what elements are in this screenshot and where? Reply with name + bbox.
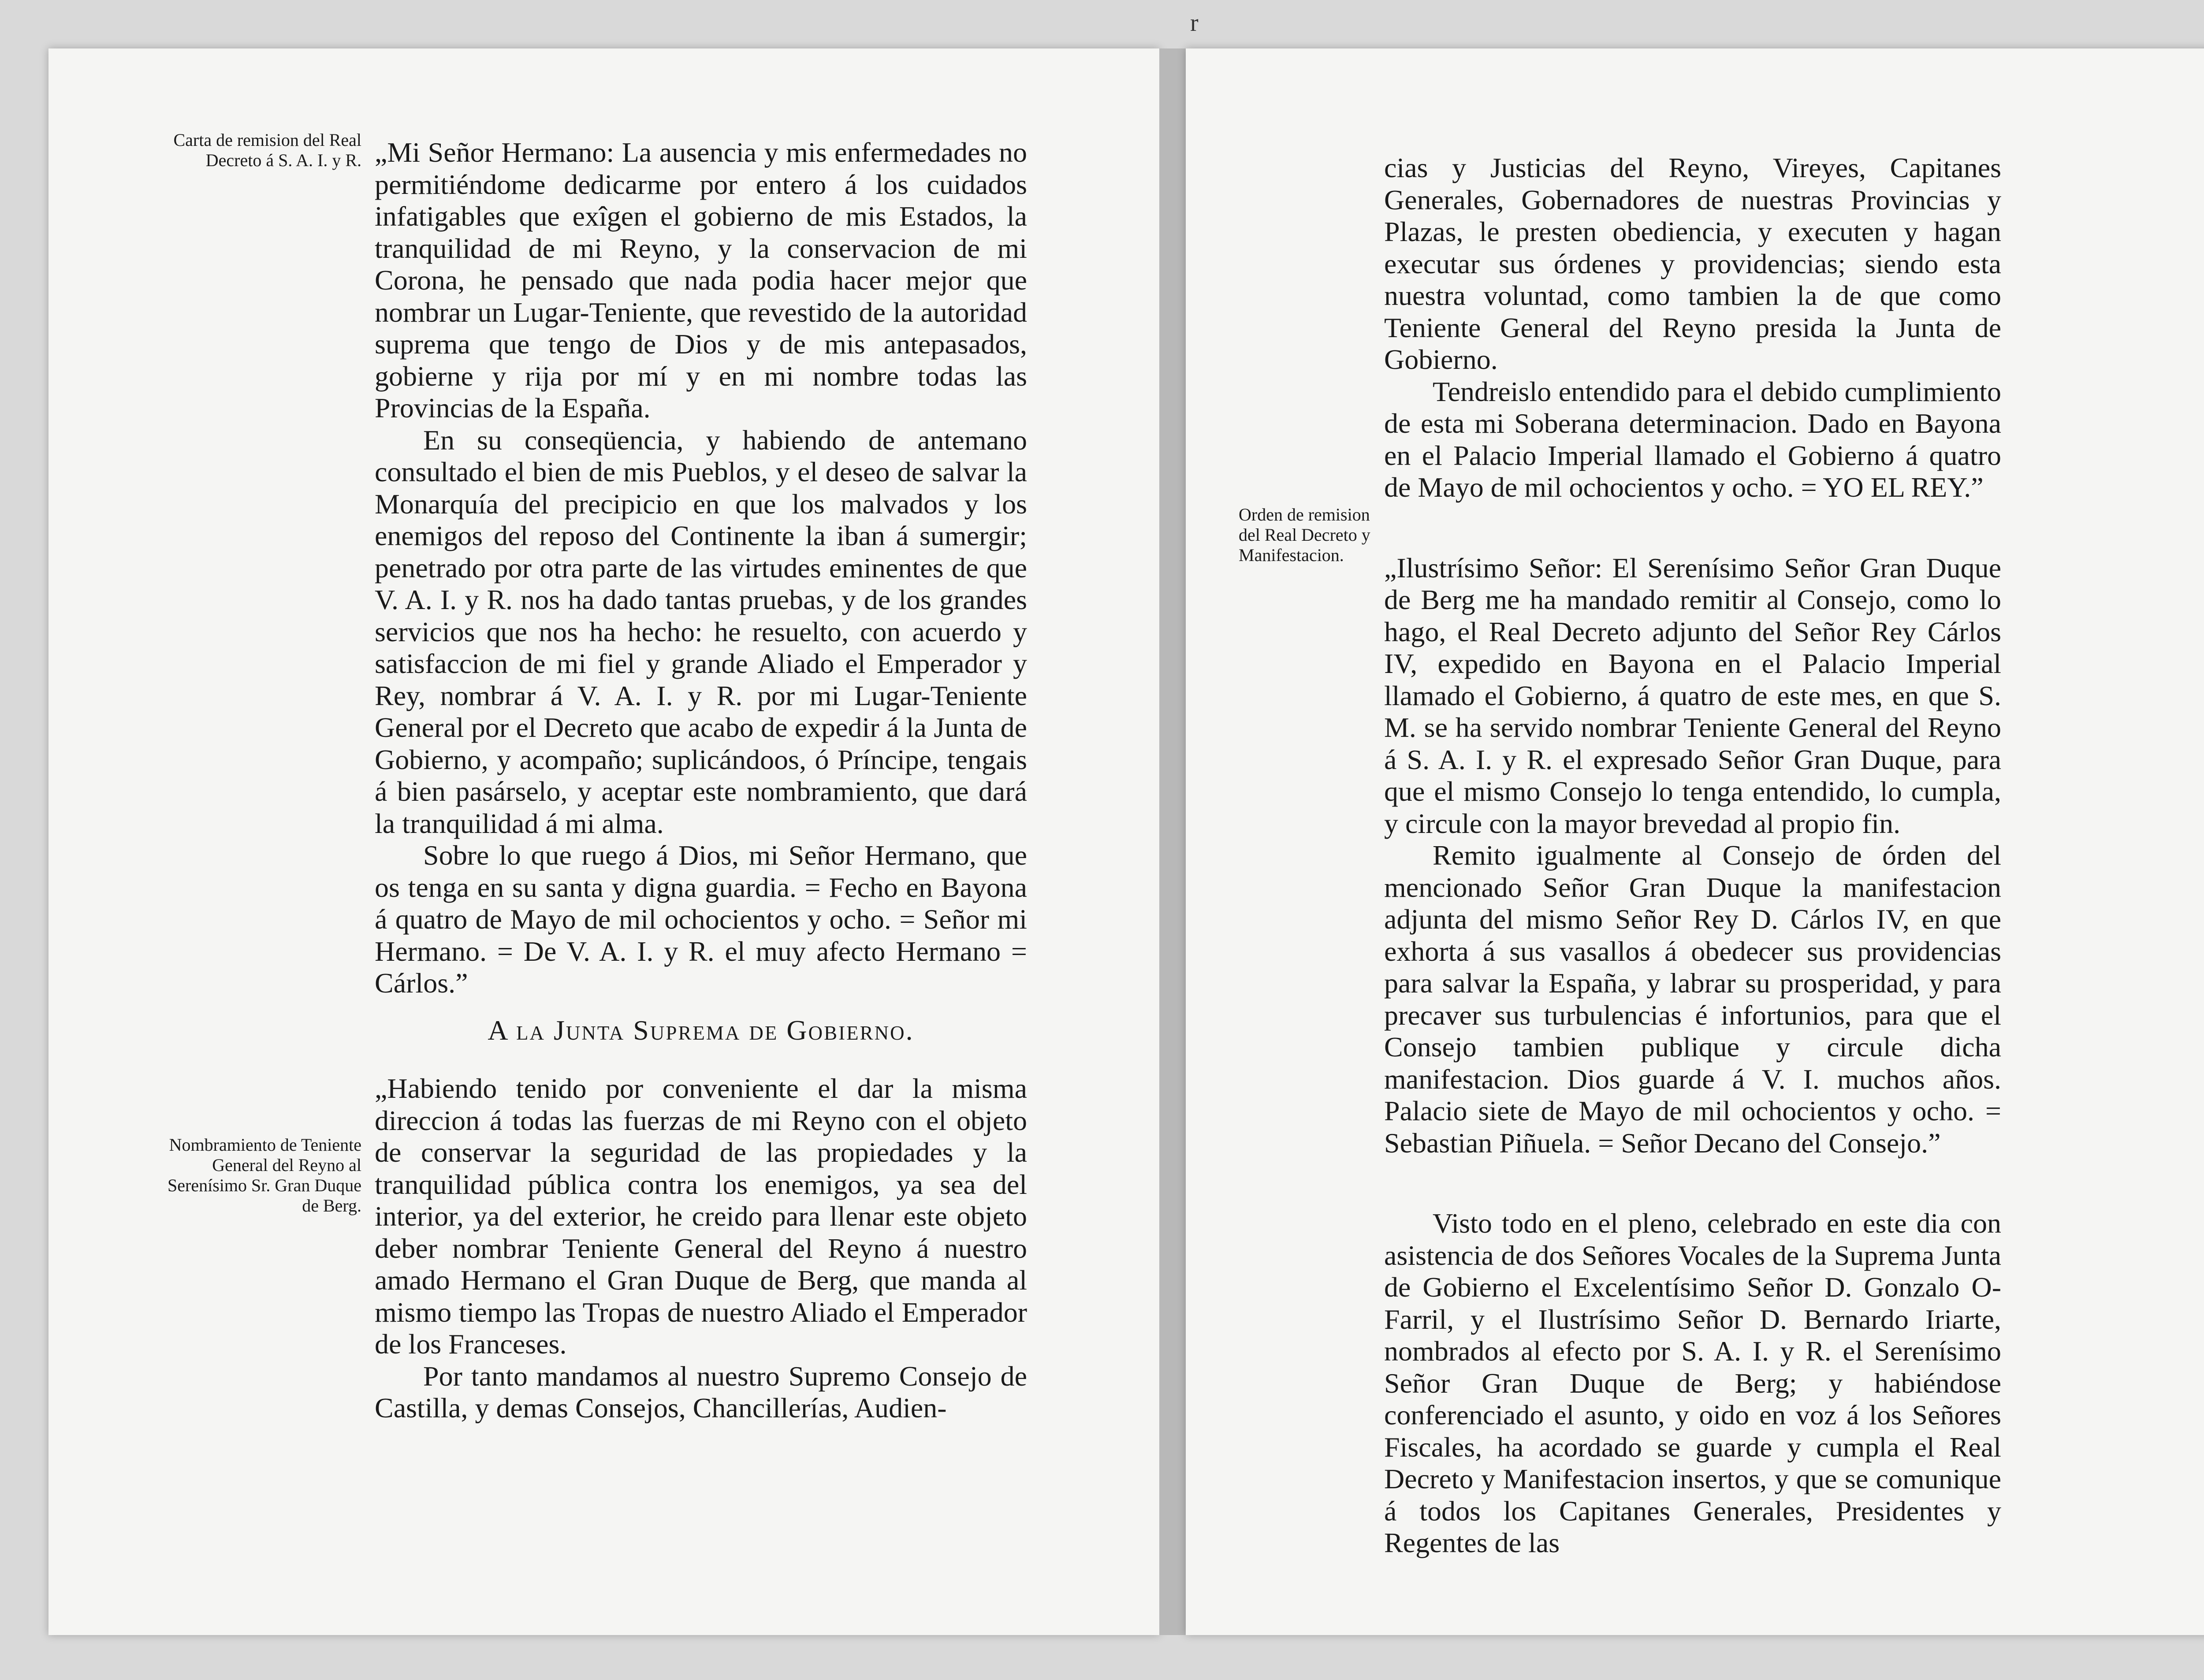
right-body-text	[1384, 152, 2001, 1559]
paragraph: „Habiendo tenido por conveniente el dar la misma direccion á todas las fuerzas de mi Reyno con el objeto de conservar la seguridad de las propiedades y la tranquilidad pública contra los enemigos, ya sea del interior, ya del exterior, he creido para llenar este objeto deber nombrar Teniente General del Reyno á nuestro amado Hermano el Gran Duque de Berg, que manda al mismo tiempo las Tropas de nuestro Aliado el Emperador de los Franceses.	[375, 1073, 1027, 1360]
right-page	[1186, 48, 2204, 1635]
margin-note-carta-remision: Carta de remision del Real Decreto á S. A. I. y R.	[173, 130, 361, 170]
left-page	[48, 48, 1159, 1635]
paragraph: Visto todo en el pleno, celebrado en este dia con asistencia de dos Señores Vocales de la Suprema Junta de Gobierno el Excelentísimo Señor D. Gonzalo O-Farril, y el Ilustrísimo Señor D. Bernardo Iriarte, nombrados al efecto por S. A. I. y R. el Serenísimo Señor Gran Duque de Berg; y habiéndose conferenciado el asunto, y oido en voz á los Señores Fiscales, ha acordado se guarde y cumpla el Real Decreto y Manifestacion insertos, y que se comunique á todos los Capitanes Generales, Presidentes y Regentes de las	[1384, 1208, 2001, 1558]
book-gutter	[1159, 48, 1186, 1635]
paragraph: Por tanto mandamos al nuestro Supremo Consejo de Castilla, y demas Consejos, Chancillerías, Audien-	[375, 1360, 1027, 1424]
paragraph: cias y Justicias del Reyno, Vireyes, Capitanes Generales, Gobernadores de nuestras Provincias y Plazas, le presten obediencia, y executen y hagan executar sus órdenes y providencias; siendo esta nuestra voluntad, como tambien la de que como Teniente General del Reyno presida la Junta de Gobierno.	[1384, 152, 2001, 375]
page-mark: r	[1190, 9, 1199, 37]
paragraph: Sobre lo que ruego á Dios, mi Señor Hermano, que os tenga en su santa y digna guardia. = Fecho en Bayona á quatro de Mayo de mil ochocientos y ocho. = Señor mi Hermano. = De V. A. I. y R. el muy afecto Hermano = Cárlos.”	[375, 840, 1027, 999]
section-heading: A la Junta Suprema de Gobierno.	[488, 1014, 914, 1046]
left-body-text	[375, 137, 1027, 1424]
paragraph: „Ilustrísimo Señor: El Serenísimo Señor Gran Duque de Berg me ha mandado remitir al Consejo, como lo hago, el Real Decreto adjunto del Señor Rey Cárlos IV, expedido en Bayona en el Palacio Imperial llamado el Gobierno, á quatro de este mes, en que S. M. se ha servido nombrar Teniente General del Reyno á S. A. I. y R. el expresado Señor Gran Duque, para que el mismo Consejo lo tenga entendido, lo cumpla, y circule con la mayor brevedad al propio fin.	[1384, 552, 2001, 839]
paragraph: „Mi Señor Hermano: La ausencia y mis enfermedades no permitiéndome dedicarme por entero á los cuidados infatigables que exîgen el gobierno de mis Estados, la tranquilidad de mi Reyno, y la conservacion de mi Corona, he pensado que nada podia hacer mejor que nombrar un Lugar-Teniente, que revestido de la autoridad suprema que tengo de Dios y de mis antepasados, gobierne y rija por mí y en mi nombre todas las Provincias de la España.	[375, 137, 1027, 424]
paragraph: Remito igualmente al Consejo de órden del mencionado Señor Gran Duque la manifestacion adjunta del mismo Señor Rey D. Cárlos IV, en que exhorta á sus vasallos á obedecer sus providencias para salvar la España, y labrar su prosperidad, y para precaver sus turbulencias é infortunios, para que el Consejo tambien publique y circule dicha manifestacion. Dios guarde á V. I. muchos años. Palacio siete de Mayo de mil ochocientos y ocho. = Sebastian Piñuela. = Señor Decano del Consejo.”	[1384, 840, 2001, 1159]
margin-note-orden-remision: Orden de remision del Real Decreto y Manifestacion.	[1239, 505, 1370, 565]
paragraph: En su conseqüencia, y habiendo de antemano consultado el bien de mis Pueblos, y el deseo de salvar la Monarquía del precipicio en que los malvados y los enemigos del reposo del Continente la iban á sumergir; penetrado por otra parte de las virtudes eminentes de que V. A. I. y R. nos ha dado tantas pruebas, y de los grandes servicios que nos ha hecho: he resuelto, con acuerdo y satisfaccion de mi fiel y grande Aliado el Emperador y Rey, nombrar á V. A. I. y R. por mi Lugar-Teniente General por el Decreto que acabo de expedir á la Junta de Gobierno, y acompaño; suplicándoos, ó Príncipe, tengais á bien pasárselo, y aceptar este nombramiento, que dará la tranquilidad á mi alma.	[375, 424, 1027, 839]
paragraph: Tendreislo entendido para el debido cumplimiento de esta mi Soberana determinacion. Dado en Bayona en el Palacio Imperial llamado el Gobierno á quatro de Mayo de mil ochocientos y ocho. = YO EL REY.”	[1384, 375, 2001, 503]
margin-note-nombramiento: Nombramiento de Teniente General del Reyno al Serenísimo Sr. Gran Duque de Berg.	[168, 1135, 361, 1215]
document-spread	[48, 48, 2204, 1635]
